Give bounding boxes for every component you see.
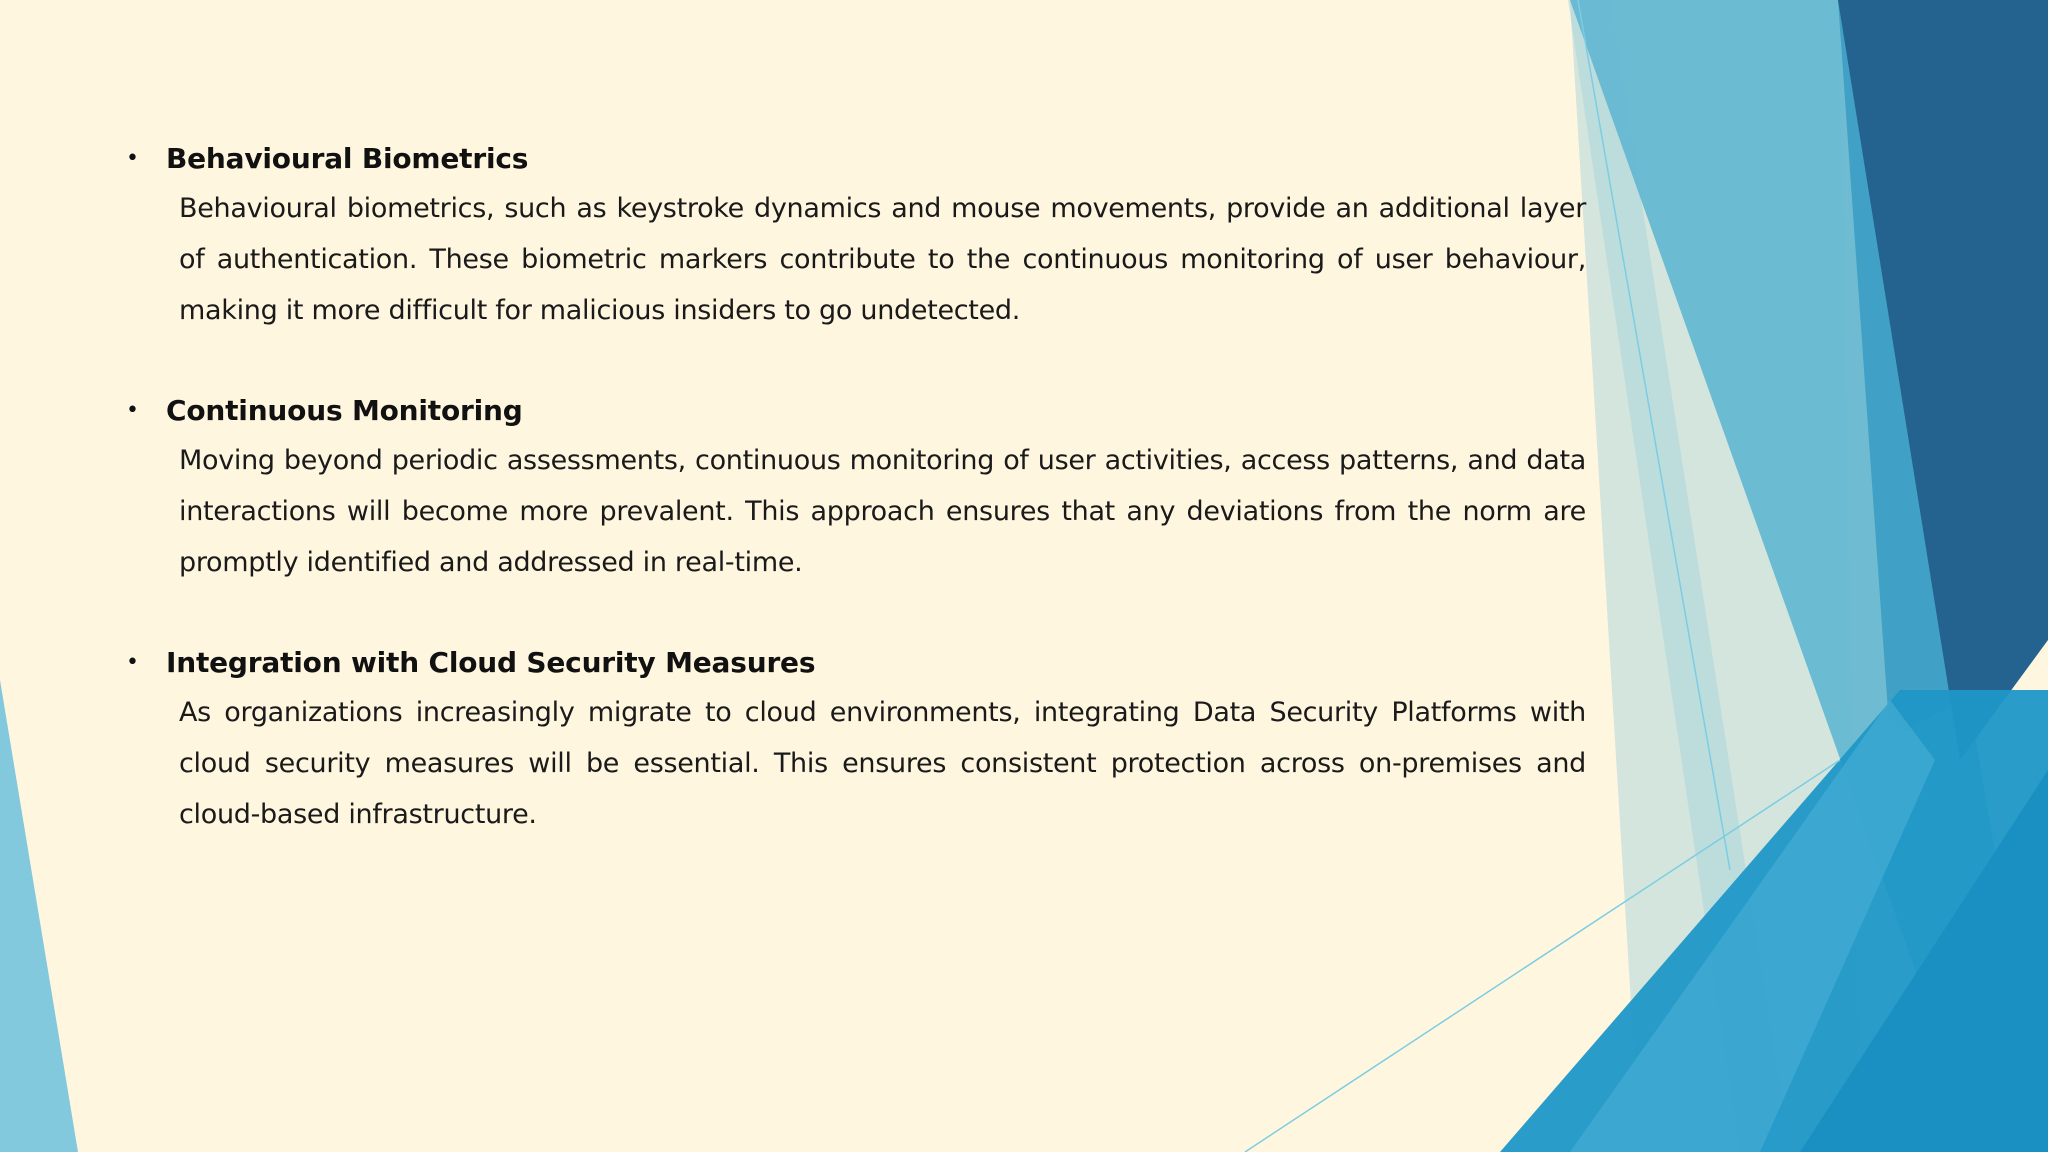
list-item xyxy=(120,639,1587,840)
bullet-icon: • xyxy=(126,398,139,423)
item-body: Moving beyond periodic assessments, continuous monitoring of user activities, access patterns, and data interactions will become more prevalent. This approach ensures that any deviations from the norm are promptly identified and addressed in real-time. xyxy=(179,445,1586,578)
item-body: As organizations increasingly migrate to cloud environments, integrating Data Security Platforms with cloud security measures will be essential. This ensures consistent protection across on-premises and cloud-based infrastructure. xyxy=(179,697,1586,830)
list-item xyxy=(120,135,1587,336)
bullet-icon: • xyxy=(126,146,139,171)
item-heading: Continuous Monitoring xyxy=(166,394,523,427)
left-accent-shape xyxy=(0,680,78,1152)
item-heading: Integration with Cloud Security Measures xyxy=(166,646,816,679)
item-heading: Behavioural Biometrics xyxy=(166,142,529,175)
content-area xyxy=(120,135,1587,891)
bullet-icon: • xyxy=(126,650,139,675)
list-item xyxy=(120,387,1587,588)
item-body: Behavioural biometrics, such as keystroke dynamics and mouse movements, provide an additional layer of authentication. These biometric markers contribute to the continuous monitoring of user behaviour, making it more difficult for malicious insiders to go undetected. xyxy=(179,193,1586,326)
